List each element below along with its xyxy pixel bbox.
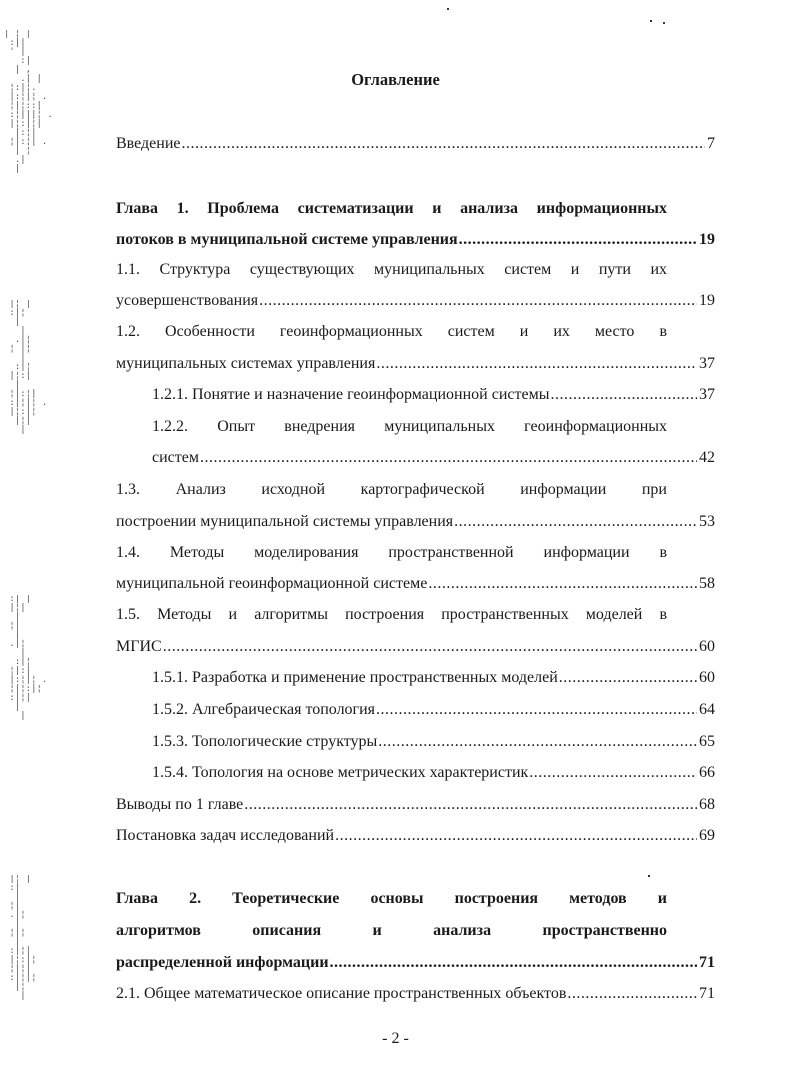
toc-chapter1-line1: Глава 1. Проблема систематизации и анализа информационных bbox=[116, 200, 667, 217]
toc-leader-dots bbox=[529, 763, 697, 783]
toc-page-number: 64 bbox=[699, 701, 715, 718]
page-number: - 2 - bbox=[382, 1030, 409, 1047]
toc-entry-1-2[interactable] bbox=[116, 354, 715, 374]
toc-entry-chapter1[interactable] bbox=[116, 230, 715, 250]
toc-leader-dots bbox=[378, 732, 697, 752]
toc-entry-1-1[interactable] bbox=[116, 291, 715, 311]
toc-section-1-2-line1: 1.2. Особенности геоинформационных систем и их место в bbox=[116, 323, 667, 340]
toc-entry-conclusions[interactable] bbox=[116, 795, 715, 815]
scan-artifact-top: | ¦ | :|| ' | :| | , .| | ¦:|¦. |:¦|¦ . ¦|¦::| :¦|||¦ . |¦:|¦| |:¦| ¦|:¦| . | ¦ .| | bbox=[4, 30, 53, 174]
toc-entry-label: муниципальных системах управления bbox=[116, 355, 376, 372]
toc-leader-dots bbox=[454, 512, 697, 532]
toc-leader-dots bbox=[567, 984, 697, 1004]
toc-entry-1-3[interactable] bbox=[116, 512, 715, 532]
toc-entry-label: построении муниципальной системы управления bbox=[116, 513, 454, 530]
toc-page-number: 71 bbox=[699, 954, 715, 971]
toc-entry-label: Постановка задач исследований bbox=[116, 827, 335, 844]
toc-page-number: 60 bbox=[699, 669, 715, 686]
toc-entry-intro[interactable] bbox=[116, 134, 715, 154]
toc-entry-label: 2.1. Общее математическое описание пространственных объектов bbox=[116, 985, 567, 1002]
toc-entry-label: 1.5.1. Разработка и применение пространственных моделей bbox=[152, 669, 558, 686]
toc-leader-dots bbox=[376, 354, 697, 374]
toc-page-number: 19 bbox=[699, 231, 715, 248]
scan-speck bbox=[663, 22, 665, 24]
page-title: Оглавление bbox=[351, 70, 440, 89]
toc-entry-label: 1.5.2. Алгебраическая топология bbox=[152, 701, 376, 718]
toc-section-1-5-line1: 1.5. Методы и алгоритмы построения пространственных моделей в bbox=[116, 606, 667, 623]
toc-entry-label: Выводы по 1 главе bbox=[116, 796, 244, 813]
toc-leader-dots bbox=[428, 574, 697, 594]
toc-leader-dots bbox=[376, 700, 697, 720]
toc-section-1-1-line1: 1.1. Структура существующих муниципальных систем и пути их bbox=[116, 261, 667, 278]
toc-leader-dots bbox=[335, 826, 697, 846]
toc-chapter2-line2: алгоритмов описания и анализа пространственно bbox=[116, 922, 667, 939]
scan-speck bbox=[648, 875, 650, 877]
toc-entry-label: потоков в муниципальной системе управления bbox=[116, 231, 458, 248]
toc-page-number: 60 bbox=[699, 638, 715, 655]
toc-entry-tasks[interactable] bbox=[116, 826, 715, 846]
toc-section-1-3-line1: 1.3. Анализ исходной картографической информации при bbox=[116, 481, 667, 498]
toc-leader-dots bbox=[163, 637, 697, 657]
toc-entry-label: Введение bbox=[116, 135, 181, 152]
toc-entry-1-5-3[interactable] bbox=[152, 732, 715, 752]
toc-page-number: 58 bbox=[699, 575, 715, 592]
scan-speck bbox=[650, 20, 652, 22]
toc-leader-dots bbox=[330, 953, 697, 973]
scan-artifact-middle: |¦ | :|¦ | | .|¦ ¦ |¦ | :|¦ |¦:| | ¦|:¦| :|¦|¦ . |¦:|¦ |¦| | bbox=[9, 300, 48, 435]
toc-entry-2-1[interactable] bbox=[116, 984, 715, 1004]
toc-page-number: 42 bbox=[699, 449, 715, 466]
toc-page-number: 53 bbox=[699, 513, 715, 530]
toc-page-number: 19 bbox=[699, 292, 715, 309]
toc-entry-chapter2[interactable] bbox=[116, 953, 715, 973]
toc-entry-label: распределенной информации bbox=[116, 954, 329, 971]
toc-page-number: 68 bbox=[699, 796, 715, 813]
toc-entry-1-2-2[interactable] bbox=[152, 448, 715, 468]
toc-page-number: 69 bbox=[699, 827, 715, 844]
toc-entry-1-5[interactable] bbox=[116, 637, 715, 657]
toc-entry-label: 1.5.3. Топологические структуры bbox=[152, 733, 378, 750]
toc-entry-label: муниципальной геоинформационной системе bbox=[116, 575, 428, 592]
toc-leader-dots bbox=[244, 795, 697, 815]
scan-speck bbox=[447, 8, 449, 10]
toc-entry-1-4[interactable] bbox=[116, 574, 715, 594]
toc-entry-label: 1.2.1. Понятие и назначение геоинформационной системы bbox=[152, 386, 550, 403]
toc-leader-dots bbox=[459, 230, 697, 250]
toc-page-number: 65 bbox=[699, 733, 715, 750]
toc-page-number: 66 bbox=[699, 764, 715, 781]
toc-leader-dots bbox=[182, 134, 706, 154]
toc-entry-1-2-1[interactable] bbox=[152, 385, 715, 405]
scan-artifact-bottom: |¦ | :| | ¦| .|¦ | ¦|¦ | :|¦| |¦:|¦ ¦|¦| :|¦|¦ |¦ | bbox=[9, 875, 37, 1001]
toc-page-number: 71 bbox=[699, 985, 715, 1002]
toc-leader-dots bbox=[559, 668, 697, 688]
toc-entry-1-5-1[interactable] bbox=[152, 668, 715, 688]
toc-page-number: 7 bbox=[707, 135, 715, 152]
toc-page-number: 37 bbox=[699, 386, 715, 403]
toc-leader-dots bbox=[550, 385, 697, 405]
toc-page-number: 37 bbox=[699, 355, 715, 372]
toc-entry-label: усовершенствования bbox=[116, 292, 259, 309]
scan-artifact-lower: :| | |¦| | ¦| | .|¦ | :|¦ ¦|:| |:¦|¦ . ¦|¦:|¦ :|¦| | | bbox=[9, 595, 48, 721]
toc-chapter2-line1: Глава 2. Теоретические основы построения методов и bbox=[116, 890, 667, 907]
toc-entry-label: систем bbox=[152, 449, 199, 466]
toc-entry-1-5-2[interactable] bbox=[152, 700, 715, 720]
toc-leader-dots bbox=[200, 448, 697, 468]
toc-entry-label: 1.5.4. Топология на основе метрических характеристик bbox=[152, 764, 529, 781]
toc-section-1-2-2-line1: 1.2.2. Опыт внедрения муниципальных геоинформационных bbox=[152, 418, 667, 435]
toc-leader-dots bbox=[259, 291, 697, 311]
toc-entry-label: МГИС bbox=[116, 638, 162, 655]
toc-entry-1-5-4[interactable] bbox=[152, 763, 715, 783]
toc-section-1-4-line1: 1.4. Методы моделирования пространственной информации в bbox=[116, 544, 667, 561]
